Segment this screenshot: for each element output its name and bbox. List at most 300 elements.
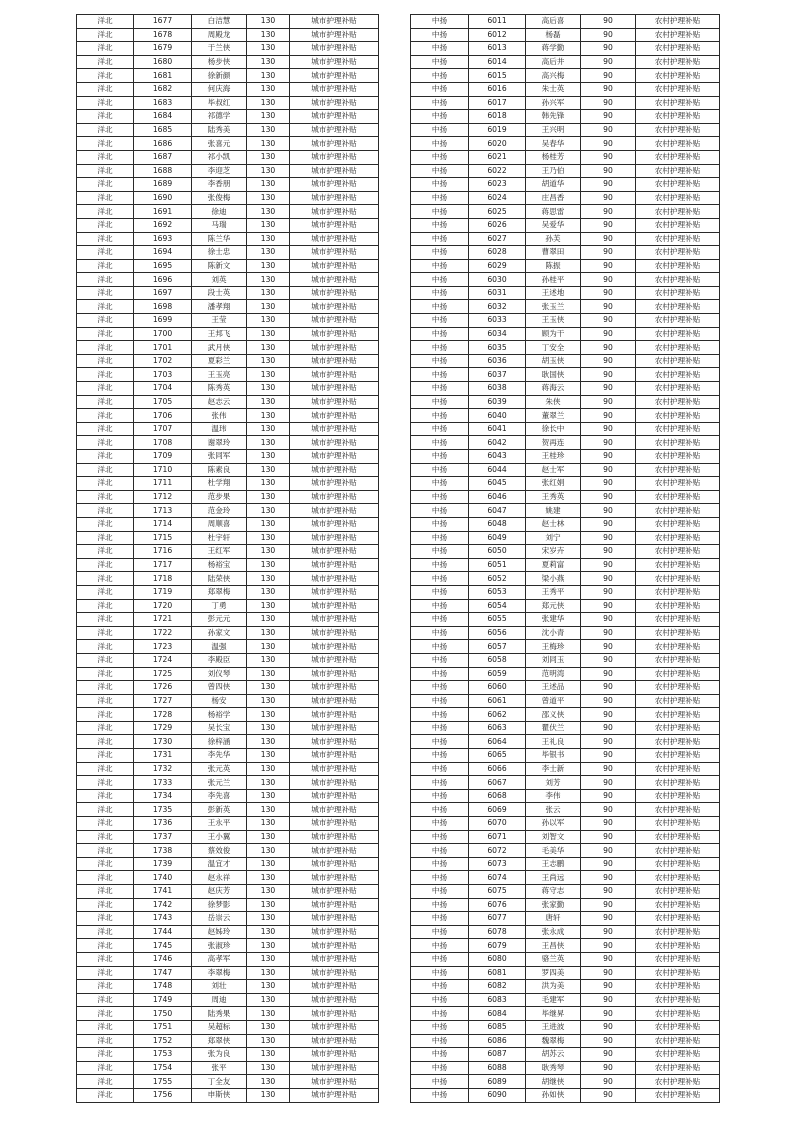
table-row bbox=[411, 844, 720, 858]
name-cell: 彭元元 bbox=[192, 613, 247, 627]
name-cell: 陈素良 bbox=[192, 463, 247, 477]
serial-number-cell: 6017 bbox=[469, 96, 526, 110]
serial-number-cell: 6070 bbox=[469, 817, 526, 831]
name-cell: 陆秀果 bbox=[192, 1007, 247, 1021]
table-row bbox=[411, 925, 720, 939]
name-cell: 张平 bbox=[192, 1061, 247, 1075]
district-cell: 中扬 bbox=[411, 952, 469, 966]
district-cell: 洋北 bbox=[77, 123, 134, 137]
district-cell: 洋北 bbox=[77, 599, 134, 613]
subsidy-type-cell: 农村护理补贴 bbox=[636, 803, 720, 817]
name-cell: 李殿臣 bbox=[192, 653, 247, 667]
serial-number-cell: 1705 bbox=[134, 395, 192, 409]
table-row bbox=[77, 857, 379, 871]
serial-number-cell: 6035 bbox=[469, 341, 526, 355]
amount-cell: 130 bbox=[247, 830, 290, 844]
serial-number-cell: 6075 bbox=[469, 885, 526, 899]
name-cell: 祁德学 bbox=[192, 110, 247, 124]
table-row bbox=[411, 422, 720, 436]
name-cell: 张伟 bbox=[192, 409, 247, 423]
table-row bbox=[77, 817, 379, 831]
amount-cell: 90 bbox=[581, 789, 636, 803]
amount-cell: 130 bbox=[247, 409, 290, 423]
district-cell: 洋北 bbox=[77, 96, 134, 110]
name-cell: 朱士英 bbox=[526, 82, 581, 96]
district-cell: 中扬 bbox=[411, 232, 469, 246]
district-cell: 洋北 bbox=[77, 477, 134, 491]
table-row bbox=[77, 572, 379, 586]
amount-cell: 130 bbox=[247, 572, 290, 586]
name-cell: 赵庆芳 bbox=[192, 885, 247, 899]
amount-cell: 130 bbox=[247, 1088, 290, 1102]
name-cell: 申斯侠 bbox=[192, 1088, 247, 1102]
serial-number-cell: 1728 bbox=[134, 708, 192, 722]
serial-number-cell: 1756 bbox=[134, 1088, 192, 1102]
subsidy-type-cell: 城市护理补贴 bbox=[290, 1034, 379, 1048]
subsidy-type-cell: 农村护理补贴 bbox=[636, 490, 720, 504]
name-cell: 刘宁 bbox=[526, 531, 581, 545]
subsidy-type-cell: 农村护理补贴 bbox=[636, 1048, 720, 1062]
table-row bbox=[77, 477, 379, 491]
district-cell: 中扬 bbox=[411, 314, 469, 328]
amount-cell: 130 bbox=[247, 585, 290, 599]
table-row bbox=[77, 490, 379, 504]
serial-number-cell: 1750 bbox=[134, 1007, 192, 1021]
table-row bbox=[411, 681, 720, 695]
table-row bbox=[77, 259, 379, 273]
amount-cell: 90 bbox=[581, 640, 636, 654]
subsidy-type-cell: 城市护理补贴 bbox=[290, 966, 379, 980]
serial-number-cell: 1752 bbox=[134, 1034, 192, 1048]
amount-cell: 90 bbox=[581, 232, 636, 246]
serial-number-cell: 1698 bbox=[134, 300, 192, 314]
table-row bbox=[77, 504, 379, 518]
serial-number-cell: 1690 bbox=[134, 191, 192, 205]
name-cell: 张红娟 bbox=[526, 477, 581, 491]
table-row bbox=[411, 395, 720, 409]
serial-number-cell: 6058 bbox=[469, 653, 526, 667]
amount-cell: 90 bbox=[581, 354, 636, 368]
serial-number-cell: 1722 bbox=[134, 626, 192, 640]
district-cell: 中扬 bbox=[411, 259, 469, 273]
serial-number-cell: 1729 bbox=[134, 721, 192, 735]
subsidy-type-cell: 农村护理补贴 bbox=[636, 1088, 720, 1102]
subsidy-type-cell: 农村护理补贴 bbox=[636, 55, 720, 69]
district-cell: 中扬 bbox=[411, 28, 469, 42]
subsidy-type-cell: 农村护理补贴 bbox=[636, 844, 720, 858]
table-row bbox=[77, 545, 379, 559]
serial-number-cell: 1730 bbox=[134, 735, 192, 749]
district-cell: 洋北 bbox=[77, 1061, 134, 1075]
name-cell: 瞿伏兰 bbox=[526, 721, 581, 735]
amount-cell: 130 bbox=[247, 368, 290, 382]
name-cell: 王述品 bbox=[526, 681, 581, 695]
name-cell: 吴爱华 bbox=[526, 218, 581, 232]
table-row bbox=[411, 205, 720, 219]
name-cell: 温强 bbox=[192, 640, 247, 654]
amount-cell: 90 bbox=[581, 286, 636, 300]
table-row bbox=[77, 789, 379, 803]
amount-cell: 130 bbox=[247, 205, 290, 219]
district-cell: 洋北 bbox=[77, 191, 134, 205]
district-cell: 中扬 bbox=[411, 382, 469, 396]
subsidy-type-cell: 城市护理补贴 bbox=[290, 137, 379, 151]
table-row bbox=[77, 776, 379, 790]
subsidy-type-cell: 农村护理补贴 bbox=[636, 82, 720, 96]
name-cell: 陆荣侠 bbox=[192, 572, 247, 586]
subsidy-type-cell: 农村护理补贴 bbox=[636, 1007, 720, 1021]
serial-number-cell: 6076 bbox=[469, 898, 526, 912]
serial-number-cell: 6085 bbox=[469, 1020, 526, 1034]
subsidy-type-cell: 城市护理补贴 bbox=[290, 1007, 379, 1021]
district-cell: 中扬 bbox=[411, 762, 469, 776]
table-row bbox=[411, 368, 720, 382]
table-row bbox=[411, 273, 720, 287]
amount-cell: 130 bbox=[247, 232, 290, 246]
serial-number-cell: 1699 bbox=[134, 314, 192, 328]
serial-number-cell: 1711 bbox=[134, 477, 192, 491]
name-cell: 郑翠梅 bbox=[192, 585, 247, 599]
table-row bbox=[77, 1007, 379, 1021]
name-cell: 顾为干 bbox=[526, 327, 581, 341]
name-cell: 丁勇 bbox=[192, 599, 247, 613]
serial-number-cell: 6077 bbox=[469, 912, 526, 926]
district-cell: 中扬 bbox=[411, 993, 469, 1007]
serial-number-cell: 1731 bbox=[134, 749, 192, 763]
serial-number-cell: 1691 bbox=[134, 205, 192, 219]
serial-number-cell: 6044 bbox=[469, 463, 526, 477]
amount-cell: 130 bbox=[247, 776, 290, 790]
amount-cell: 130 bbox=[247, 150, 290, 164]
serial-number-cell: 1734 bbox=[134, 789, 192, 803]
subsidy-type-cell: 城市护理补贴 bbox=[290, 789, 379, 803]
subsidy-type-cell: 城市护理补贴 bbox=[290, 681, 379, 695]
subsidy-type-cell: 农村护理补贴 bbox=[636, 1061, 720, 1075]
name-cell: 周顺喜 bbox=[192, 517, 247, 531]
subsidy-type-cell: 城市护理补贴 bbox=[290, 463, 379, 477]
district-cell: 中扬 bbox=[411, 463, 469, 477]
table-row bbox=[411, 599, 720, 613]
serial-number-cell: 6019 bbox=[469, 123, 526, 137]
serial-number-cell: 6015 bbox=[469, 69, 526, 83]
district-cell: 中扬 bbox=[411, 912, 469, 926]
district-cell: 洋北 bbox=[77, 517, 134, 531]
amount-cell: 90 bbox=[581, 368, 636, 382]
amount-cell: 130 bbox=[247, 694, 290, 708]
name-cell: 胡苏云 bbox=[526, 1048, 581, 1062]
name-cell: 温宜才 bbox=[192, 857, 247, 871]
district-cell: 洋北 bbox=[77, 28, 134, 42]
serial-number-cell: 6087 bbox=[469, 1048, 526, 1062]
district-cell: 洋北 bbox=[77, 246, 134, 260]
table-row bbox=[411, 82, 720, 96]
district-cell: 中扬 bbox=[411, 980, 469, 994]
amount-cell: 130 bbox=[247, 82, 290, 96]
subsidy-type-cell: 城市护理补贴 bbox=[290, 599, 379, 613]
subsidy-type-cell: 城市护理补贴 bbox=[290, 96, 379, 110]
name-cell: 杨桂芳 bbox=[526, 150, 581, 164]
amount-cell: 130 bbox=[247, 993, 290, 1007]
district-cell: 中扬 bbox=[411, 477, 469, 491]
serial-number-cell: 6063 bbox=[469, 721, 526, 735]
name-cell: 曹翠田 bbox=[526, 246, 581, 260]
amount-cell: 130 bbox=[247, 504, 290, 518]
amount-cell: 90 bbox=[581, 205, 636, 219]
amount-cell: 130 bbox=[247, 463, 290, 477]
district-cell: 洋北 bbox=[77, 735, 134, 749]
district-cell: 中扬 bbox=[411, 572, 469, 586]
amount-cell: 90 bbox=[581, 246, 636, 260]
district-cell: 中扬 bbox=[411, 925, 469, 939]
district-cell: 中扬 bbox=[411, 545, 469, 559]
table-row bbox=[77, 653, 379, 667]
serial-number-cell: 1755 bbox=[134, 1075, 192, 1089]
district-cell: 洋北 bbox=[77, 164, 134, 178]
district-cell: 中扬 bbox=[411, 640, 469, 654]
district-cell: 中扬 bbox=[411, 898, 469, 912]
table-row bbox=[411, 490, 720, 504]
amount-cell: 130 bbox=[247, 42, 290, 56]
district-cell: 中扬 bbox=[411, 789, 469, 803]
table-row bbox=[77, 164, 379, 178]
amount-cell: 130 bbox=[247, 327, 290, 341]
subsidy-type-cell: 农村护理补贴 bbox=[636, 191, 720, 205]
subsidy-type-cell: 城市护理补贴 bbox=[290, 735, 379, 749]
serial-number-cell: 1745 bbox=[134, 939, 192, 953]
amount-cell: 90 bbox=[581, 82, 636, 96]
subsidy-type-cell: 农村护理补贴 bbox=[636, 123, 720, 137]
subsidy-type-cell: 农村护理补贴 bbox=[636, 966, 720, 980]
amount-cell: 90 bbox=[581, 626, 636, 640]
table-row bbox=[77, 137, 379, 151]
subsidy-type-cell: 城市护理补贴 bbox=[290, 694, 379, 708]
subsidy-type-cell: 城市护理补贴 bbox=[290, 477, 379, 491]
amount-cell: 90 bbox=[581, 545, 636, 559]
amount-cell: 90 bbox=[581, 599, 636, 613]
district-cell: 中扬 bbox=[411, 708, 469, 722]
amount-cell: 90 bbox=[581, 1061, 636, 1075]
serial-number-cell: 6048 bbox=[469, 517, 526, 531]
subsidy-type-cell: 农村护理补贴 bbox=[636, 436, 720, 450]
amount-cell: 90 bbox=[581, 844, 636, 858]
name-cell: 李先华 bbox=[192, 749, 247, 763]
subsidy-type-cell: 城市护理补贴 bbox=[290, 817, 379, 831]
district-cell: 洋北 bbox=[77, 694, 134, 708]
district-cell: 洋北 bbox=[77, 912, 134, 926]
serial-number-cell: 1709 bbox=[134, 450, 192, 464]
amount-cell: 130 bbox=[247, 966, 290, 980]
amount-cell: 130 bbox=[247, 178, 290, 192]
district-cell: 中扬 bbox=[411, 653, 469, 667]
district-cell: 中扬 bbox=[411, 517, 469, 531]
amount-cell: 90 bbox=[581, 28, 636, 42]
serial-number-cell: 1743 bbox=[134, 912, 192, 926]
subsidy-type-cell: 农村护理补贴 bbox=[636, 450, 720, 464]
right-roster-body bbox=[411, 15, 720, 1103]
table-row bbox=[77, 1061, 379, 1075]
amount-cell: 90 bbox=[581, 191, 636, 205]
serial-number-cell: 6039 bbox=[469, 395, 526, 409]
subsidy-type-cell: 农村护理补贴 bbox=[636, 110, 720, 124]
district-cell: 中扬 bbox=[411, 504, 469, 518]
district-cell: 洋北 bbox=[77, 436, 134, 450]
table-row bbox=[411, 1007, 720, 1021]
table-row bbox=[411, 572, 720, 586]
amount-cell: 90 bbox=[581, 817, 636, 831]
amount-cell: 90 bbox=[581, 164, 636, 178]
district-cell: 洋北 bbox=[77, 585, 134, 599]
table-row bbox=[411, 409, 720, 423]
name-cell: 赵永祥 bbox=[192, 871, 247, 885]
amount-cell: 130 bbox=[247, 871, 290, 885]
serial-number-cell: 1751 bbox=[134, 1020, 192, 1034]
name-cell: 贺再连 bbox=[526, 436, 581, 450]
name-cell: 王志鹏 bbox=[526, 857, 581, 871]
table-row bbox=[77, 395, 379, 409]
amount-cell: 130 bbox=[247, 925, 290, 939]
subsidy-type-cell: 农村护理补贴 bbox=[636, 286, 720, 300]
subsidy-type-cell: 城市护理补贴 bbox=[290, 490, 379, 504]
table-row bbox=[77, 517, 379, 531]
table-row bbox=[411, 286, 720, 300]
table-row bbox=[77, 42, 379, 56]
table-row bbox=[411, 150, 720, 164]
amount-cell: 90 bbox=[581, 341, 636, 355]
serial-number-cell: 1703 bbox=[134, 368, 192, 382]
table-row bbox=[411, 749, 720, 763]
amount-cell: 90 bbox=[581, 450, 636, 464]
table-row bbox=[77, 15, 379, 29]
name-cell: 孙家文 bbox=[192, 626, 247, 640]
amount-cell: 130 bbox=[247, 1048, 290, 1062]
subsidy-type-cell: 农村护理补贴 bbox=[636, 28, 720, 42]
subsidy-type-cell: 城市护理补贴 bbox=[290, 993, 379, 1007]
serial-number-cell: 1680 bbox=[134, 55, 192, 69]
table-row bbox=[77, 246, 379, 260]
left-roster-table bbox=[76, 14, 379, 1103]
serial-number-cell: 1714 bbox=[134, 517, 192, 531]
table-row bbox=[77, 925, 379, 939]
name-cell: 王礼良 bbox=[526, 735, 581, 749]
name-cell: 王小翼 bbox=[192, 830, 247, 844]
subsidy-type-cell: 农村护理补贴 bbox=[636, 762, 720, 776]
name-cell: 孙如侠 bbox=[526, 1088, 581, 1102]
table-row bbox=[77, 694, 379, 708]
table-row bbox=[77, 1088, 379, 1102]
amount-cell: 90 bbox=[581, 952, 636, 966]
table-row bbox=[77, 980, 379, 994]
district-cell: 洋北 bbox=[77, 1075, 134, 1089]
serial-number-cell: 6069 bbox=[469, 803, 526, 817]
subsidy-type-cell: 农村护理补贴 bbox=[636, 409, 720, 423]
subsidy-type-cell: 农村护理补贴 bbox=[636, 585, 720, 599]
amount-cell: 130 bbox=[247, 422, 290, 436]
table-row bbox=[77, 382, 379, 396]
subsidy-type-cell: 城市护理补贴 bbox=[290, 409, 379, 423]
serial-number-cell: 6080 bbox=[469, 952, 526, 966]
name-cell: 赵士军 bbox=[526, 463, 581, 477]
name-cell: 洪为美 bbox=[526, 980, 581, 994]
table-row bbox=[77, 232, 379, 246]
table-row bbox=[77, 721, 379, 735]
district-cell: 洋北 bbox=[77, 1034, 134, 1048]
amount-cell: 90 bbox=[581, 110, 636, 124]
name-cell: 徐士忠 bbox=[192, 246, 247, 260]
amount-cell: 90 bbox=[581, 776, 636, 790]
name-cell: 赵志云 bbox=[192, 395, 247, 409]
name-cell: 毕叔红 bbox=[192, 96, 247, 110]
district-cell: 洋北 bbox=[77, 1020, 134, 1034]
subsidy-type-cell: 城市护理补贴 bbox=[290, 803, 379, 817]
serial-number-cell: 6089 bbox=[469, 1075, 526, 1089]
amount-cell: 130 bbox=[247, 817, 290, 831]
subsidy-type-cell: 城市护理补贴 bbox=[290, 844, 379, 858]
serial-number-cell: 6018 bbox=[469, 110, 526, 124]
subsidy-type-cell: 农村护理补贴 bbox=[636, 15, 720, 29]
district-cell: 洋北 bbox=[77, 327, 134, 341]
subsidy-type-cell: 农村护理补贴 bbox=[636, 885, 720, 899]
district-cell: 中扬 bbox=[411, 205, 469, 219]
amount-cell: 130 bbox=[247, 939, 290, 953]
amount-cell: 90 bbox=[581, 517, 636, 531]
amount-cell: 130 bbox=[247, 626, 290, 640]
amount-cell: 90 bbox=[581, 1020, 636, 1034]
name-cell: 丁全友 bbox=[192, 1075, 247, 1089]
amount-cell: 90 bbox=[581, 694, 636, 708]
subsidy-type-cell: 城市护理补贴 bbox=[290, 28, 379, 42]
district-cell: 中扬 bbox=[411, 490, 469, 504]
amount-cell: 130 bbox=[247, 450, 290, 464]
amount-cell: 130 bbox=[247, 952, 290, 966]
serial-number-cell: 6084 bbox=[469, 1007, 526, 1021]
table-row bbox=[411, 300, 720, 314]
subsidy-type-cell: 农村护理补贴 bbox=[636, 395, 720, 409]
name-cell: 骆兰英 bbox=[526, 952, 581, 966]
subsidy-type-cell: 城市护理补贴 bbox=[290, 885, 379, 899]
district-cell: 洋北 bbox=[77, 205, 134, 219]
district-cell: 中扬 bbox=[411, 110, 469, 124]
right-roster-table bbox=[410, 14, 720, 1103]
subsidy-type-cell: 农村护理补贴 bbox=[636, 640, 720, 654]
name-cell: 赵士林 bbox=[526, 517, 581, 531]
amount-cell: 90 bbox=[581, 762, 636, 776]
table-row bbox=[77, 1020, 379, 1034]
table-row bbox=[77, 599, 379, 613]
subsidy-type-cell: 城市护理补贴 bbox=[290, 640, 379, 654]
subsidy-type-cell: 城市护理补贴 bbox=[290, 82, 379, 96]
name-cell: 王邦飞 bbox=[192, 327, 247, 341]
table-row bbox=[411, 110, 720, 124]
name-cell: 夏彩兰 bbox=[192, 354, 247, 368]
table-row bbox=[411, 1048, 720, 1062]
table-row bbox=[411, 952, 720, 966]
subsidy-type-cell: 农村护理补贴 bbox=[636, 150, 720, 164]
table-row bbox=[411, 939, 720, 953]
district-cell: 中扬 bbox=[411, 694, 469, 708]
subsidy-type-cell: 城市护理补贴 bbox=[290, 368, 379, 382]
amount-cell: 130 bbox=[247, 110, 290, 124]
amount-cell: 130 bbox=[247, 300, 290, 314]
district-cell: 中扬 bbox=[411, 327, 469, 341]
subsidy-type-cell: 城市护理补贴 bbox=[290, 191, 379, 205]
serial-number-cell: 6053 bbox=[469, 585, 526, 599]
subsidy-type-cell: 城市护理补贴 bbox=[290, 667, 379, 681]
amount-cell: 130 bbox=[247, 1075, 290, 1089]
district-cell: 洋北 bbox=[77, 1088, 134, 1102]
table-row bbox=[77, 28, 379, 42]
name-cell: 段士英 bbox=[192, 286, 247, 300]
district-cell: 洋北 bbox=[77, 789, 134, 803]
